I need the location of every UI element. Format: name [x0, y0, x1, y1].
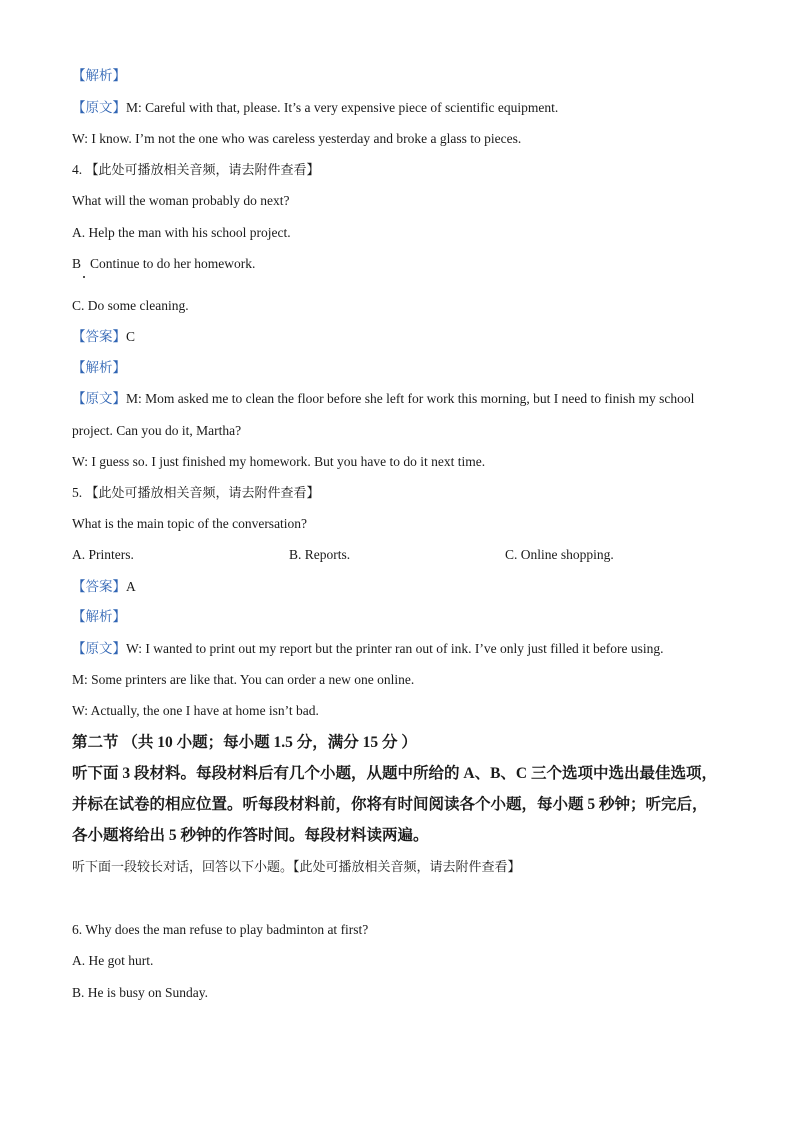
section-heading [72, 732, 417, 754]
option-b: B. He is busy on Sunday. [72, 985, 209, 1000]
option-b: Continue to do her homework. [90, 256, 256, 271]
question-text [72, 192, 289, 210]
analysis-tag: 【解析】 [72, 609, 126, 624]
audio-note[interactable]: 【此处可播放相关音频，请去附件查看】 [85, 162, 320, 177]
question-number: 4. [72, 162, 83, 177]
option-c: C. Online shopping. [505, 547, 614, 562]
transcript-text: W: I guess so. I just finished my homework. But you have to do it next time. [72, 454, 486, 469]
answer-value: C [126, 329, 136, 344]
option-line [72, 224, 291, 242]
question-stem: What will the woman probably do next? [72, 193, 290, 208]
option-a: A. Printers. [72, 547, 134, 562]
audio-note[interactable]: 【此处可播放相关音频，请去附件查看】 [85, 485, 320, 500]
answer-tag: 【答案】 [72, 329, 126, 344]
question-text [72, 515, 307, 533]
analysis-tag: 【解析】 [72, 68, 126, 83]
transcript-line [72, 390, 694, 408]
transcript-text: M: Some printers are like that. You can order a new one online. [72, 672, 415, 687]
transcript-line [72, 422, 241, 440]
answer-line [72, 328, 135, 346]
transcript-text: project. Can you do it, Martha? [72, 423, 242, 438]
option-a: A. Help the man with his school project. [72, 225, 291, 240]
dialogue-intro: 听下面一段较长对话，回答以下小题。 [72, 859, 294, 874]
option-line [72, 255, 255, 273]
transcript-line [72, 671, 414, 689]
answer-value: A [126, 579, 136, 594]
analysis-label-line [72, 608, 126, 626]
answer-tag: 【答案】 [72, 579, 126, 594]
analysis-label-line [72, 359, 126, 377]
transcript-tag: 【原文】 [72, 391, 126, 406]
section-title: 第二节 （共 10 小题；每小题 1.5 分，满分 15 分 ） [72, 734, 417, 751]
transcript-text: M: Mom asked me to clean the floor before she left for work this morning, but I need to finish my school [126, 391, 695, 406]
transcript-line [72, 640, 664, 658]
instruction-line [72, 763, 717, 785]
option-line [72, 984, 208, 1002]
question-text [72, 921, 368, 939]
option-b-letter: B [72, 256, 82, 271]
answer-line [72, 578, 136, 596]
instruction-text: 各小题将给出 5 秒钟的作答时间。每段材料读两遍。 [72, 827, 429, 844]
option-b-dot [83, 276, 85, 278]
audio-note[interactable]: 【此处可播放相关音频，请去附件查看】 [293, 859, 521, 874]
transcript-text: W: I know. I’m not the one who was careless yesterday and broke a glass to pieces. [72, 131, 522, 146]
analysis-label-line [72, 67, 126, 85]
question-stem: What is the main topic of the conversation? [72, 516, 308, 531]
transcript-line [72, 453, 485, 471]
transcript-tag: 【原文】 [72, 641, 126, 656]
transcript-tag: 【原文】 [72, 100, 126, 115]
transcript-text: M: Careful with that, please. It’s a very expensive piece of scientific equipment. [126, 100, 559, 115]
instruction-line [72, 825, 429, 847]
question-audio-line [72, 484, 320, 502]
option-c: C. Do some cleaning. [72, 298, 189, 313]
transcript-line [72, 702, 319, 720]
option-line [72, 952, 153, 970]
transcript-text: W: I wanted to print out my report but the printer ran out of ink. I’ve only just filled it before using. [126, 641, 664, 656]
option-a: A. He got hurt. [72, 953, 154, 968]
question-stem: 6. Why does the man refuse to play badminton at first? [72, 922, 369, 937]
question-audio-line [72, 161, 320, 179]
dialogue-intro-line [72, 858, 521, 876]
option-b: B. Reports. [289, 547, 351, 562]
option-row [72, 546, 732, 564]
analysis-tag: 【解析】 [72, 360, 126, 375]
instruction-line [72, 794, 708, 816]
transcript-text: W: Actually, the one I have at home isn’t bad. [72, 703, 319, 718]
question-number: 5. [72, 485, 83, 500]
instruction-text: 并标在试卷的相应位置。听每段材料前，你将有时间阅读各个小题，每小题 5 秒钟；听完后， [72, 796, 708, 813]
transcript-line [72, 99, 558, 117]
instruction-text: 听下面 3 段材料。每段材料后有几个小题，从题中所给的 A、B、C 三个选项中选出最佳选项， [72, 765, 717, 782]
transcript-line [72, 130, 521, 148]
option-line [72, 297, 189, 315]
